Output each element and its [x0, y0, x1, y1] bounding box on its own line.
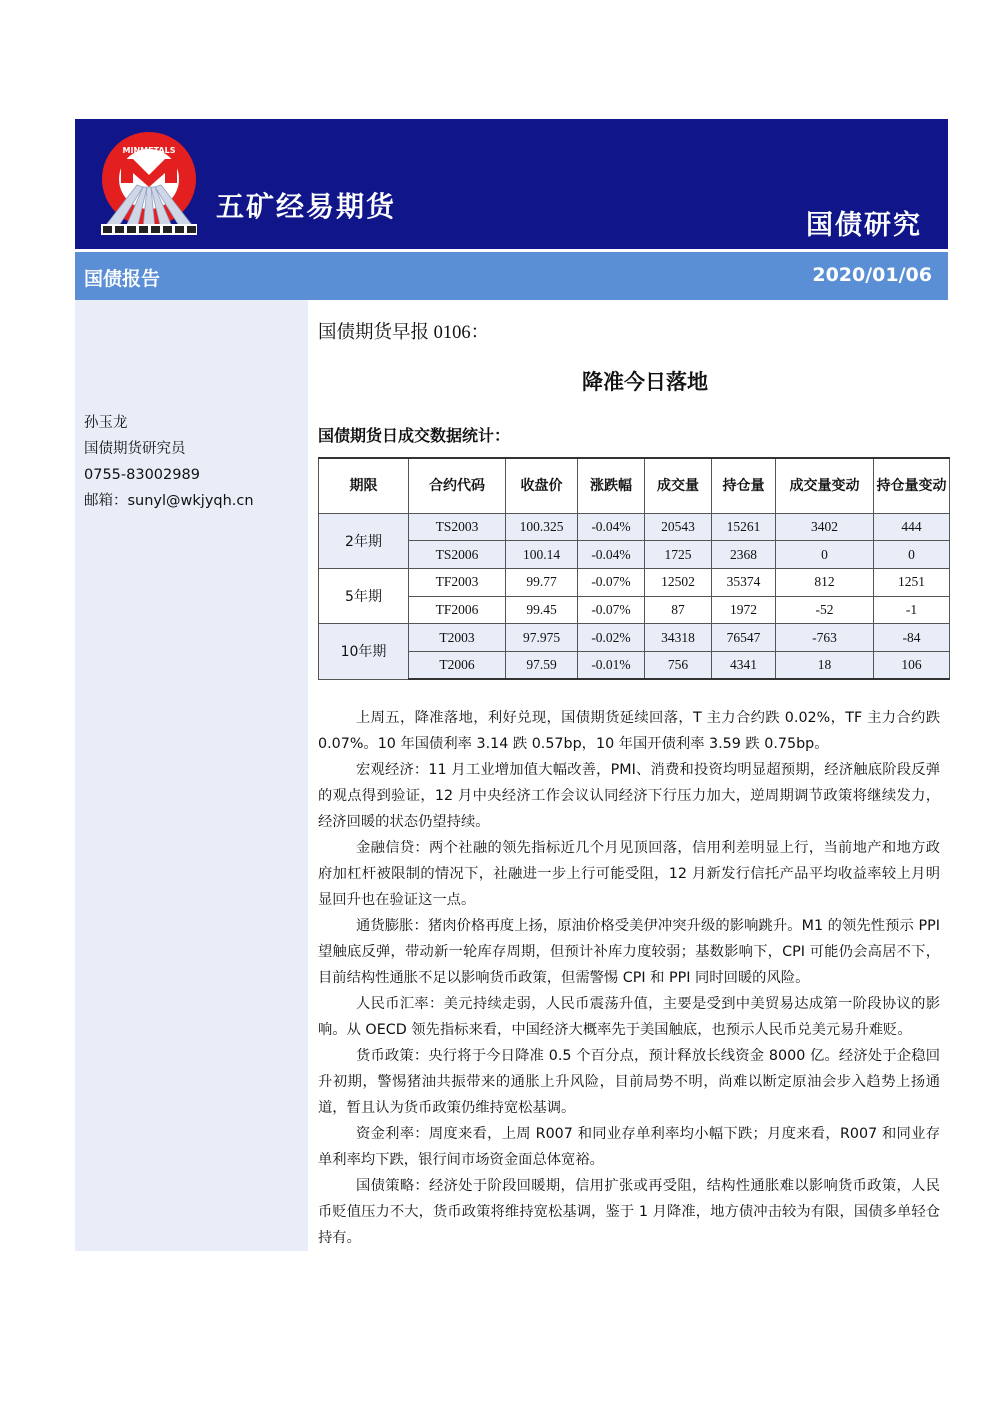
analysis-text — [318, 705, 940, 1251]
analysis-paragraph: 资金利率：周度来看，上周 R007 和同业存单利率均小幅下跌；月度来看，R007 和同业存单利率均下跌，银行间市场资金面总体宽裕。 — [318, 1126, 940, 1168]
table-cell: -0.07% — [578, 596, 645, 624]
table-cell: 97.975 — [506, 624, 578, 652]
table-cell: 35374 — [712, 568, 776, 596]
period-cell: 2年期 — [319, 513, 409, 568]
table-row — [319, 541, 950, 569]
column-header: 成交量变动 — [776, 458, 874, 513]
analysis-paragraph: 金融信贷：两个社融的领先指标近几个月见顶回落，信用利差明显上行，当前地产和地方政府加杠杆被限制的情况下，社融进一步上行可能受阻，12 月新发行信托产品平均收益率较上月明显回升也在验证这一点。 — [318, 840, 940, 908]
analysis-paragraph: 宏观经济：11 月工业增加值大幅改善，PMI、消费和投资均明显超预期，经济触底阶段反弹的观点得到验证，12 月中央经济工作会议认同经济下行压力加大，逆周期调节政策将继续发力，经济回暖的状态仍望持续。 — [318, 762, 940, 830]
table-cell: -763 — [776, 624, 874, 652]
table-cell: 4341 — [712, 651, 776, 679]
period-cell: 5年期 — [319, 568, 409, 623]
headline: 降准今日落地 — [582, 370, 708, 394]
analysis-paragraph: 货币政策：央行将于今日降准 0.5 个百分点，预计释放长线资金 8000 亿。经济处于企稳回升初期，警惕猪油共振带来的通胀上升风险，目前局势不明，尚难以断定原油会步入趋势上扬通道，暂且认为货币政策仍维持宽松基调。 — [318, 1048, 940, 1116]
table-cell: 76547 — [712, 624, 776, 652]
table-cell: 0 — [776, 541, 874, 569]
table-cell: 756 — [645, 651, 712, 679]
author-name: 孙玉龙 — [84, 415, 128, 431]
table-cell: 100.14 — [506, 541, 578, 569]
column-header: 持仓量 — [712, 458, 776, 513]
report-date: 2020/01/06 — [812, 264, 932, 286]
table-cell: -0.04% — [578, 513, 645, 541]
column-header: 合约代码 — [409, 458, 506, 513]
table-cell: 20543 — [645, 513, 712, 541]
table-cell: TF2006 — [409, 596, 506, 624]
analysis-paragraph: 上周五，降准落地，利好兑现，国债期货延续回落，T 主力合约跌 0.02%，TF 主力合约跌 0.07%。10 年国债利率 3.14 跌 0.57bp，10 年国开债利率 3.59 跌 0.75bp。 — [318, 710, 940, 752]
table-cell: 3402 — [776, 513, 874, 541]
column-header: 成交量 — [645, 458, 712, 513]
section-title: 国债研究 — [806, 210, 922, 241]
table-cell: -1 — [874, 596, 950, 624]
table-cell: -0.02% — [578, 624, 645, 652]
table-cell: -0.07% — [578, 568, 645, 596]
table-cell: 100.325 — [506, 513, 578, 541]
table-cell: 99.45 — [506, 596, 578, 624]
trading-stats-table — [318, 457, 950, 680]
table-cell: 97.59 — [506, 651, 578, 679]
analysis-paragraph: 国债策略：经济处于阶段回暖期，信用扩张或再受阻，结构性通胀难以影响货币政策，人民币贬值压力不大，货币政策将维持宽松基调，鉴于 1 月降准，地方债冲击较为有限，国债多单轻仓持有。 — [318, 1178, 940, 1246]
table-cell: 106 — [874, 651, 950, 679]
table-cell: T2006 — [409, 651, 506, 679]
table-cell: 34318 — [645, 624, 712, 652]
table-cell: T2003 — [409, 624, 506, 652]
author-title: 国债期货研究员 — [84, 441, 186, 457]
period-cell: 10年期 — [319, 624, 409, 679]
table-cell: 1725 — [645, 541, 712, 569]
table-cell: 12502 — [645, 568, 712, 596]
column-header: 收盘价 — [506, 458, 578, 513]
column-header: 持仓量变动 — [874, 458, 950, 513]
minmetals-logo — [99, 129, 201, 237]
table-cell: TF2003 — [409, 568, 506, 596]
table-cell: -0.04% — [578, 541, 645, 569]
table-cell: 87 — [645, 596, 712, 624]
table-row — [319, 568, 950, 596]
table-cell: 15261 — [712, 513, 776, 541]
table-caption: 国债期货日成交数据统计： — [318, 426, 511, 445]
author-email[interactable]: 邮箱：sunyl@wkjyqh.cn — [84, 493, 254, 509]
report-name: 国债期货早报 0106： — [318, 323, 490, 343]
company-name: 五矿经易期货 — [216, 190, 397, 223]
report-header — [75, 119, 948, 249]
table-cell: 99.77 — [506, 568, 578, 596]
table-cell: 812 — [776, 568, 874, 596]
report-subbar — [75, 252, 948, 300]
table-cell: TS2003 — [409, 513, 506, 541]
table-row — [319, 624, 950, 652]
table-row — [319, 513, 950, 541]
table-cell: 444 — [874, 513, 950, 541]
svg-text:MINMETALS: MINMETALS — [122, 146, 176, 155]
table-cell: TS2006 — [409, 541, 506, 569]
column-header: 涨跌幅 — [578, 458, 645, 513]
sidebar — [75, 300, 308, 1251]
table-cell: 2368 — [712, 541, 776, 569]
column-header: 期限 — [319, 458, 409, 513]
table-cell: -52 — [776, 596, 874, 624]
table-row — [319, 596, 950, 624]
author-info — [84, 410, 254, 514]
report-category: 国债报告 — [84, 268, 161, 290]
table-header-row — [319, 458, 950, 513]
table-cell: 18 — [776, 651, 874, 679]
table-cell: -84 — [874, 624, 950, 652]
table-cell: 1972 — [712, 596, 776, 624]
analysis-paragraph: 通货膨胀：猪肉价格再度上扬，原油价格受美伊冲突升级的影响跳升。M1 的领先性预示 PPI 望触底反弹，带动新一轮库存周期，但预计补库力度较弱；基数影响下，CPI 可能仍会高居不下，目前结构性通胀不足以影响货币政策，但需警惕 CPI 和 PPI 同时回暖的风险。 — [318, 918, 940, 986]
analysis-paragraph: 人民币汇率：美元持续走弱，人民币震荡升值，主要是受到中美贸易达成第一阶段协议的影响。从 OECD 领先指标来看，中国经济大概率先于美国触底，也预示人民币兑美元易升难贬。 — [318, 996, 940, 1038]
table-cell: -0.01% — [578, 651, 645, 679]
author-phone: 0755-83002989 — [84, 467, 200, 483]
table-row — [319, 651, 950, 679]
table-cell: 1251 — [874, 568, 950, 596]
table-cell: 0 — [874, 541, 950, 569]
